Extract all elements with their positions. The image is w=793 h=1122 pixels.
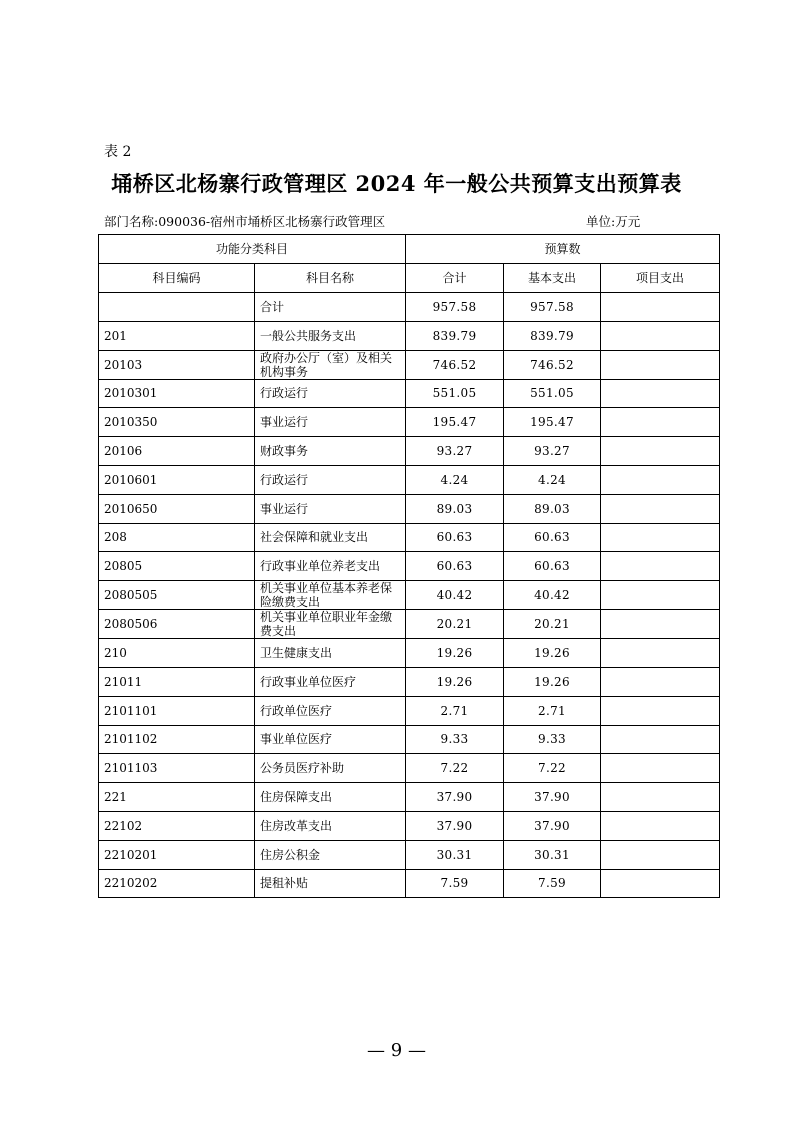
- table-row: [99, 639, 720, 668]
- table-row: [99, 465, 720, 494]
- cell-total: 7.22: [406, 754, 504, 783]
- header-functional-category: 功能分类科目: [99, 235, 406, 264]
- cell-name: 公务员医疗补助: [255, 754, 406, 783]
- cell-project: [601, 523, 720, 552]
- table-row: [99, 725, 720, 754]
- cell-basic: 839.79: [504, 321, 601, 350]
- header-name: 科目名称: [255, 264, 406, 293]
- cell-basic: 37.90: [504, 811, 601, 840]
- cell-basic: 60.63: [504, 552, 601, 581]
- cell-total: 9.33: [406, 725, 504, 754]
- cell-basic: 60.63: [504, 523, 601, 552]
- cell-project: [601, 494, 720, 523]
- cell-project: [601, 465, 720, 494]
- table-row: [99, 293, 720, 322]
- cell-basic: 746.52: [504, 350, 601, 379]
- cell-project: [601, 581, 720, 610]
- cell-total: 19.26: [406, 667, 504, 696]
- table-row: [99, 437, 720, 466]
- cell-basic: 4.24: [504, 465, 601, 494]
- cell-code: 2080506: [99, 610, 255, 639]
- cell-name: 行政运行: [255, 465, 406, 494]
- cell-name: 住房改革支出: [255, 811, 406, 840]
- cell-project: [601, 321, 720, 350]
- page-number: — 9 —: [367, 1040, 426, 1061]
- cell-code: 2010601: [99, 465, 255, 494]
- cell-project: [601, 639, 720, 668]
- cell-name: 行政单位医疗: [255, 696, 406, 725]
- cell-basic: 19.26: [504, 639, 601, 668]
- cell-total: 4.24: [406, 465, 504, 494]
- table-body: [99, 293, 720, 898]
- cell-project: [601, 869, 720, 898]
- cell-total: 20.21: [406, 610, 504, 639]
- cell-name: 事业单位医疗: [255, 725, 406, 754]
- cell-total: 37.90: [406, 811, 504, 840]
- cell-basic: 195.47: [504, 408, 601, 437]
- cell-code: 2010350: [99, 408, 255, 437]
- cell-project: [601, 408, 720, 437]
- cell-basic: 7.59: [504, 869, 601, 898]
- cell-name: 机关事业单位基本养老保险缴费支出: [255, 581, 406, 610]
- cell-basic: 19.26: [504, 667, 601, 696]
- cell-name: 住房保障支出: [255, 783, 406, 812]
- cell-code: 2210201: [99, 840, 255, 869]
- header-code: 科目编码: [99, 264, 255, 293]
- cell-basic: 20.21: [504, 610, 601, 639]
- cell-project: [601, 350, 720, 379]
- cell-total: 839.79: [406, 321, 504, 350]
- cell-project: [601, 840, 720, 869]
- table-row: [99, 811, 720, 840]
- cell-name: 住房公积金: [255, 840, 406, 869]
- cell-total: 60.63: [406, 523, 504, 552]
- header-total: 合计: [406, 264, 504, 293]
- table-row: [99, 610, 720, 639]
- table-row: [99, 667, 720, 696]
- unit-label: 单位:万元: [586, 214, 641, 229]
- cell-code: 20103: [99, 350, 255, 379]
- table-row: [99, 869, 720, 898]
- column-header-row: [99, 264, 720, 293]
- cell-name: 政府办公厅（室）及相关机构事务: [255, 350, 406, 379]
- table-row: [99, 379, 720, 408]
- cell-code: 20106: [99, 437, 255, 466]
- table-row: [99, 523, 720, 552]
- cell-basic: 30.31: [504, 840, 601, 869]
- department-name: 部门名称:090036-宿州市埇桥区北杨寨行政管理区: [104, 214, 386, 229]
- cell-basic: 37.90: [504, 783, 601, 812]
- cell-code: 2010301: [99, 379, 255, 408]
- cell-project: [601, 696, 720, 725]
- cell-project: [601, 379, 720, 408]
- cell-project: [601, 783, 720, 812]
- cell-project: [601, 725, 720, 754]
- table-row: [99, 840, 720, 869]
- cell-project: [601, 552, 720, 581]
- cell-code: 210: [99, 639, 255, 668]
- cell-total: 7.59: [406, 869, 504, 898]
- cell-project: [601, 437, 720, 466]
- cell-code: 21011: [99, 667, 255, 696]
- cell-name: 行政事业单位养老支出: [255, 552, 406, 581]
- cell-project: [601, 293, 720, 322]
- page-title: 埇桥区北杨寨行政管理区 2024 年一般公共预算支出预算表: [111, 171, 682, 196]
- header-basic: 基本支出: [504, 264, 601, 293]
- cell-name: 社会保障和就业支出: [255, 523, 406, 552]
- cell-total: 60.63: [406, 552, 504, 581]
- cell-project: [601, 667, 720, 696]
- cell-name: 财政事务: [255, 437, 406, 466]
- cell-name: 事业运行: [255, 408, 406, 437]
- cell-total: 746.52: [406, 350, 504, 379]
- cell-basic: 551.05: [504, 379, 601, 408]
- cell-basic: 40.42: [504, 581, 601, 610]
- cell-basic: 957.58: [504, 293, 601, 322]
- cell-total: 551.05: [406, 379, 504, 408]
- table-row: [99, 350, 720, 379]
- cell-code: 208: [99, 523, 255, 552]
- cell-code: 2080505: [99, 581, 255, 610]
- cell-code: [99, 293, 255, 322]
- cell-code: 221: [99, 783, 255, 812]
- cell-code: 2101103: [99, 754, 255, 783]
- table-row: [99, 321, 720, 350]
- cell-code: 2101102: [99, 725, 255, 754]
- cell-basic: 89.03: [504, 494, 601, 523]
- table-row: [99, 754, 720, 783]
- cell-code: 2010650: [99, 494, 255, 523]
- cell-basic: 9.33: [504, 725, 601, 754]
- cell-name: 提租补贴: [255, 869, 406, 898]
- table-row: [99, 783, 720, 812]
- header-project: 项目支出: [601, 264, 720, 293]
- cell-code: 201: [99, 321, 255, 350]
- cell-name: 卫生健康支出: [255, 639, 406, 668]
- table-row: [99, 408, 720, 437]
- cell-total: 93.27: [406, 437, 504, 466]
- cell-total: 30.31: [406, 840, 504, 869]
- cell-total: 40.42: [406, 581, 504, 610]
- cell-code: 2101101: [99, 696, 255, 725]
- table-label: 表 2: [104, 144, 132, 160]
- cell-code: 22102: [99, 811, 255, 840]
- cell-code: 2210202: [99, 869, 255, 898]
- cell-code: 20805: [99, 552, 255, 581]
- cell-name: 机关事业单位职业年金缴费支出: [255, 610, 406, 639]
- cell-total: 957.58: [406, 293, 504, 322]
- cell-total: 19.26: [406, 639, 504, 668]
- cell-total: 37.90: [406, 783, 504, 812]
- cell-name: 合计: [255, 293, 406, 322]
- cell-name: 一般公共服务支出: [255, 321, 406, 350]
- cell-basic: 7.22: [504, 754, 601, 783]
- cell-basic: 93.27: [504, 437, 601, 466]
- cell-total: 195.47: [406, 408, 504, 437]
- cell-total: 89.03: [406, 494, 504, 523]
- table-row: [99, 552, 720, 581]
- cell-name: 行政运行: [255, 379, 406, 408]
- header-budget: 预算数: [406, 235, 720, 264]
- cell-name: 行政事业单位医疗: [255, 667, 406, 696]
- cell-name: 事业运行: [255, 494, 406, 523]
- cell-basic: 2.71: [504, 696, 601, 725]
- table-row: [99, 581, 720, 610]
- budget-table: [98, 234, 720, 898]
- table-row: [99, 696, 720, 725]
- cell-project: [601, 811, 720, 840]
- cell-total: 2.71: [406, 696, 504, 725]
- table-row: [99, 494, 720, 523]
- group-header-row: [99, 235, 720, 264]
- cell-project: [601, 610, 720, 639]
- cell-project: [601, 754, 720, 783]
